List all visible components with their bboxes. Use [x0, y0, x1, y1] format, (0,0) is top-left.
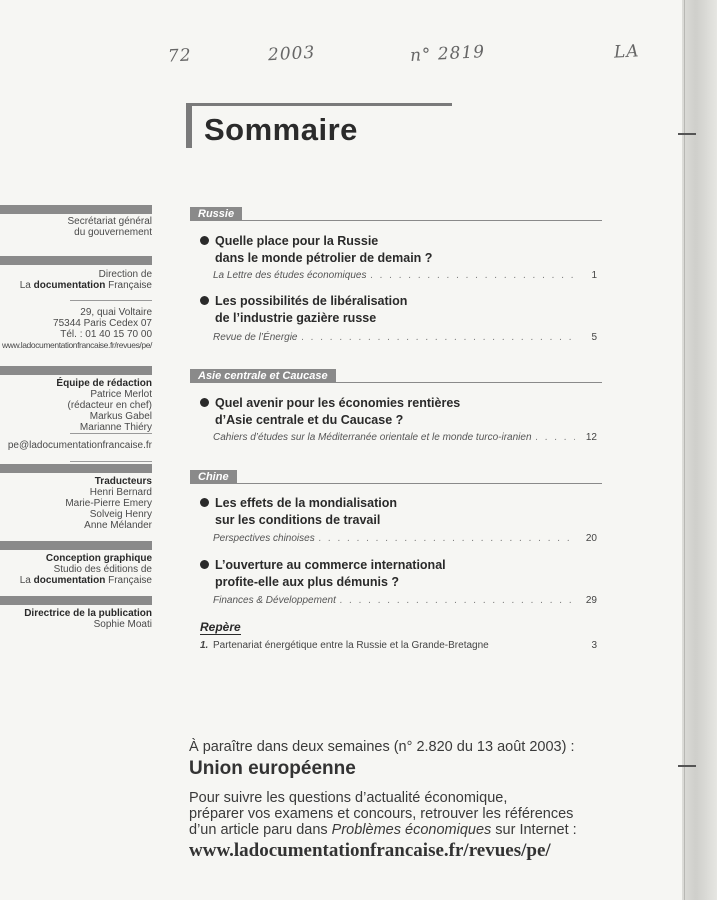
bullet-icon — [200, 498, 209, 507]
page-number: 5 — [591, 332, 597, 343]
upcoming-headline: Union européenne — [189, 758, 356, 779]
handwritten-number: 72 — [167, 45, 193, 67]
leader-dots — [319, 533, 575, 545]
section-rule — [190, 220, 602, 221]
article-title[interactable]: Les effets de la mondialisation sur les conditions de travail — [200, 495, 397, 529]
website-link[interactable]: www.ladocumentationfrancaise.fr/revues/pe/ — [189, 840, 551, 861]
page-title: Sommaire — [204, 112, 358, 147]
article-title[interactable]: Quelle place pour la Russie dans le monde pétrolier de demain ? — [200, 233, 432, 267]
section-rule — [190, 483, 602, 484]
upcoming-block — [189, 738, 679, 862]
leader-dots — [302, 332, 576, 344]
page-number: 12 — [585, 432, 597, 443]
direction-line: Direction de — [98, 269, 152, 280]
upcoming-text: À paraître dans deux semaines (n° 2.820 du 13 août 2003) : — [189, 739, 575, 755]
secretariat-line: Secrétariat général — [67, 216, 152, 227]
direction-publisher: La documentation Française — [19, 280, 152, 291]
design-block — [0, 553, 152, 586]
translator: Henri Bernard — [89, 487, 152, 498]
leader-dots — [536, 432, 575, 444]
article-source: Cahiers d’études sur la Méditerranée orientale et le monde turco-iranien — [213, 432, 532, 443]
edge-mark — [678, 765, 696, 767]
sidebar-bar — [0, 366, 152, 375]
divider — [70, 461, 152, 462]
team-member: Patrice Merlot — [90, 389, 152, 400]
article-source-row — [213, 270, 597, 282]
page-number: 1 — [591, 270, 597, 281]
translator: Marie-Pierre Emery — [65, 498, 152, 509]
page-number: 3 — [591, 640, 597, 651]
section-tag-chine: Chine — [190, 470, 237, 484]
team-member: (rédacteur en chef) — [67, 400, 152, 411]
design-line: Studio des éditions de — [53, 564, 152, 575]
article-title[interactable]: L’ouverture au commerce international profite-elle aux plus démunis ? — [200, 557, 446, 591]
page-number: 20 — [585, 533, 597, 544]
bullet-icon — [200, 296, 209, 305]
section-rule — [190, 382, 602, 383]
publisher-block — [0, 608, 152, 630]
article-source-row — [213, 332, 597, 344]
email-line: pe@ladocumentationfrancaise.fr — [7, 440, 152, 451]
bullet-icon — [200, 398, 209, 407]
article-title[interactable]: Quel avenir pour les économies rentières d’Asie centrale et du Caucase ? — [200, 395, 460, 429]
promo-text: Pour suivre les questions d’actualité économique, préparer vos examens et concours, retrouver les références d’un article paru dans Problèmes économiques sur Internet : — [189, 790, 577, 838]
sidebar-bar — [0, 541, 152, 550]
publisher-name: Sophie Moati — [93, 619, 152, 630]
article-source-row — [213, 432, 597, 444]
article-source: Perspectives chinoises — [213, 533, 315, 544]
team-member: Markus Gabel — [89, 411, 152, 422]
article-source: La Lettre des études économiques — [213, 270, 367, 281]
bullet-icon — [200, 236, 209, 245]
page-title-box — [186, 103, 452, 148]
leader-dots — [340, 595, 575, 607]
repere-item[interactable] — [200, 640, 597, 651]
divider — [70, 433, 152, 434]
divider — [70, 300, 152, 301]
direction-block — [0, 269, 152, 291]
secretariat-line: du gouvernement — [74, 227, 152, 238]
article-source-row — [213, 595, 597, 607]
sidebar-bar — [0, 596, 152, 605]
section-tag-russie: Russie — [190, 207, 242, 221]
website-line: www.ladocumentationfrancaise.fr/revues/pe/ — [2, 340, 152, 350]
article-source: Revue de l’Énergie — [213, 332, 298, 343]
handwritten-issue: n° 2819 — [409, 42, 486, 66]
article-title[interactable]: Les possibilités de libéralisation de l’industrie gazière russe — [200, 293, 407, 327]
team-member: Marianne Thiéry — [79, 422, 152, 433]
translators-heading: Traducteurs — [94, 476, 152, 487]
publisher-heading: Directrice de la publication — [24, 608, 152, 619]
translators-block — [0, 476, 152, 531]
repere-number: 1. — [200, 640, 209, 651]
bullet-icon — [200, 560, 209, 569]
section-tag-asie: Asie centrale et Caucase — [190, 369, 336, 383]
sidebar-bar — [0, 256, 152, 265]
sidebar-bar — [0, 464, 152, 473]
article-source: Finances & Développement — [213, 595, 336, 606]
address-line: 29, quai Voltaire — [80, 307, 152, 318]
repere-text: Partenariat énergétique entre la Russie et la Grande-Bretagne — [213, 640, 489, 651]
handwritten-year: 2003 — [267, 42, 316, 66]
repere-heading: Repère — [200, 620, 241, 634]
design-publisher: La documentation Française — [19, 575, 152, 586]
edge-mark — [678, 133, 696, 135]
handwritten-initials: LA — [613, 41, 641, 63]
team-heading: Équipe de rédaction — [56, 378, 152, 389]
sidebar-bar — [0, 205, 152, 214]
design-heading: Conception graphique — [45, 553, 152, 564]
team-block — [0, 378, 152, 433]
translator: Anne Mélander — [84, 520, 152, 531]
article-source-row — [213, 533, 597, 545]
leader-dots — [370, 270, 575, 282]
address-line: 75344 Paris Cedex 07 — [53, 318, 152, 329]
address-block — [0, 307, 152, 351]
secretariat-block — [0, 216, 152, 238]
translator: Solveig Henry — [89, 509, 152, 520]
address-line: Tél. : 01 40 15 70 00 — [60, 329, 152, 340]
page-number: 29 — [585, 595, 597, 606]
